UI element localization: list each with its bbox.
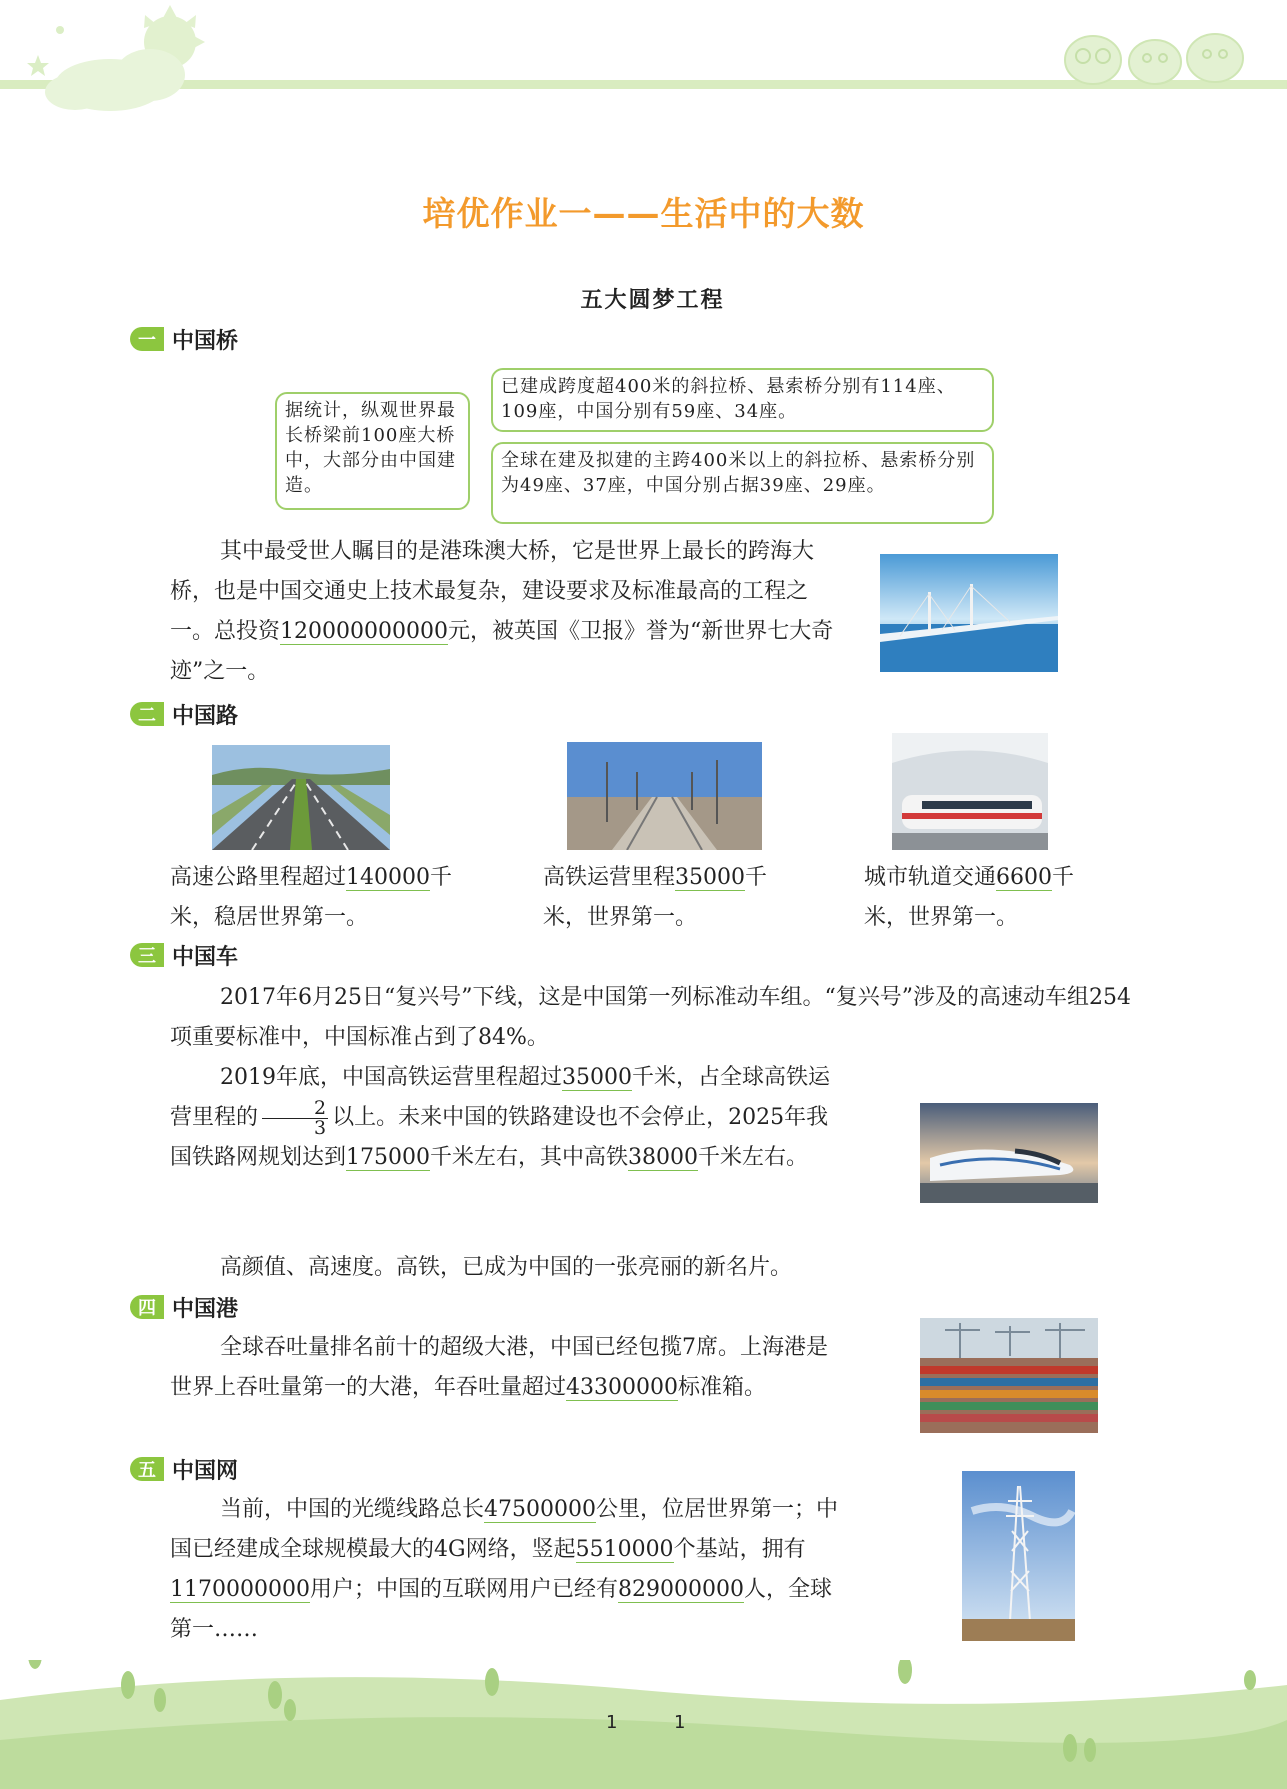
net-cable-length-number: 47500000: [484, 1497, 596, 1522]
section-label: 中国桥: [172, 328, 239, 354]
metro-km-number: 6600: [996, 865, 1053, 890]
bridge-text-b: 元，被英国《卫报》誉为“新世界七大奇迹”之一。: [170, 619, 834, 684]
section-label: 中国路: [172, 703, 239, 729]
section-badge: 四: [130, 1295, 164, 1319]
container-port-photo: [920, 1318, 1098, 1433]
highway-caption: [170, 858, 470, 938]
port-paragraph: [170, 1328, 848, 1408]
net-base-station-number: 5510000: [575, 1537, 674, 1562]
footer-hills: [0, 1660, 1287, 1789]
bridge-photo: [880, 554, 1058, 672]
metro-train-photo: [892, 733, 1048, 850]
metro-caption: [864, 858, 1104, 938]
railway-photo: [567, 742, 762, 850]
page-number-left: 1: [606, 1712, 618, 1733]
page-title: 培优作业一——生活中的大数: [422, 194, 865, 233]
section-header-road: [130, 701, 238, 727]
bridge-text-a: 其中最受世人瞩目的是港珠澳大桥，它是世界上最长的跨海大桥，也是中国交通史上技术最复杂，建设要求及标准最高的工程之一。总投资: [170, 539, 815, 644]
highway-photo: [212, 745, 390, 850]
railway-caption-text-b: 千米，世界第一。: [543, 865, 768, 930]
highway-caption-text-a: 高速公路里程超过: [170, 865, 347, 890]
page-subtitle: 五大圆梦工程: [580, 287, 725, 313]
section-badge: 一: [130, 327, 164, 351]
railway-caption: [543, 858, 803, 938]
fraction-numerator: 2: [262, 1099, 328, 1119]
car-highspeed-km-number: 38000: [628, 1145, 699, 1170]
port-text-b: 标准箱。: [678, 1375, 767, 1400]
section-badge: 三: [130, 943, 164, 967]
car-paragraph-3: 高颜值、高速度。高铁，已成为中国的一张亮丽的新名片。: [220, 1255, 793, 1280]
highway-caption-text-b: 千米，稳居世界第一。: [170, 865, 453, 930]
section-badge: 五: [130, 1457, 164, 1481]
car-text-a: 2019年底，中国高铁运营里程超过: [220, 1065, 562, 1090]
net-text-c: 个基站，拥有: [673, 1537, 806, 1562]
section-header-net: [130, 1456, 238, 1482]
port-throughput-number: 43300000: [566, 1375, 678, 1400]
section-label: 中国车: [172, 944, 239, 970]
bridge-note-right-top: 已建成跨度超400米的斜拉桥、悬索桥分别有114座、109座，中国分别有59座、34座。: [491, 368, 994, 432]
sun-cloud-icon: [20, 0, 220, 115]
net-paragraph: [170, 1490, 848, 1650]
high-speed-train-photo: [920, 1103, 1098, 1203]
car-network-km-number: 175000: [346, 1145, 430, 1170]
bridge-note-right-bottom: 全球在建及拟建的主跨400米以上的斜拉桥、悬索桥分别为49座、37座，中国分别占据39座、29座。: [491, 442, 994, 524]
section-header-bridge: [130, 326, 238, 352]
railway-caption-text-a: 高铁运营里程: [543, 865, 676, 890]
net-text-d: 用户；中国的互联网用户已经有: [309, 1577, 618, 1602]
section-badge: 二: [130, 702, 164, 726]
metro-caption-text-b: 千米，世界第一。: [864, 865, 1075, 930]
car-paragraph-2: [170, 1058, 848, 1178]
car-text-e: 千米左右。: [698, 1145, 809, 1170]
bridge-note-left: 据统计，纵观世界最长桥梁前100座大桥中，大部分由中国建造。: [275, 392, 470, 510]
signal-tower-photo: [962, 1471, 1075, 1641]
net-text-e: 人，全球第一……: [170, 1577, 832, 1642]
page-number-right: 1: [674, 1712, 686, 1733]
net-4g-user-number: 1170000000: [170, 1577, 310, 1602]
car-railway-km-number: 35000: [562, 1065, 632, 1090]
railway-km-number: 35000: [675, 865, 746, 890]
net-text-a: 当前，中国的光缆线路总长: [220, 1497, 485, 1522]
car-text-d: 千米左右，其中高铁: [430, 1145, 629, 1170]
net-internet-user-number: 829000000: [618, 1577, 744, 1602]
highway-km-number: 140000: [346, 865, 430, 890]
section-label: 中国网: [172, 1458, 239, 1484]
bridge-paragraph: [170, 532, 848, 692]
car-text-c: 以上。未来中国的铁路建设也不会停止，2025年我国铁路网规划达到: [170, 1105, 829, 1170]
cartoon-animals-icon: [1055, 18, 1255, 88]
net-text-b: 公里，位居世界第一；中国已经建成全球规模最大的4G网络，竖起: [170, 1497, 839, 1562]
fraction: [262, 1096, 328, 1139]
section-header-port: [130, 1294, 238, 1320]
section-label: 中国港: [172, 1296, 239, 1322]
section-header-car: [130, 942, 238, 968]
car-text-b: 千米，占全球高铁运营里程的: [170, 1065, 831, 1130]
port-text-a: 全球吞吐量排名前十的超级大港，中国已经包揽7席。上海港是世界上吞吐量第一的大港，年吞吐量超过: [170, 1335, 828, 1400]
bridge-investment-number: 120000000000: [280, 619, 448, 644]
car-paragraph-1: 2017年6月25日“复兴号”下线，这是中国第一列标准动车组。“复兴号”涉及的高速动车组254项重要标准中，中国标准占到了84%。: [170, 985, 1131, 1050]
metro-caption-text-a: 城市轨道交通: [864, 865, 997, 890]
fraction-denominator: 3: [314, 1116, 327, 1139]
